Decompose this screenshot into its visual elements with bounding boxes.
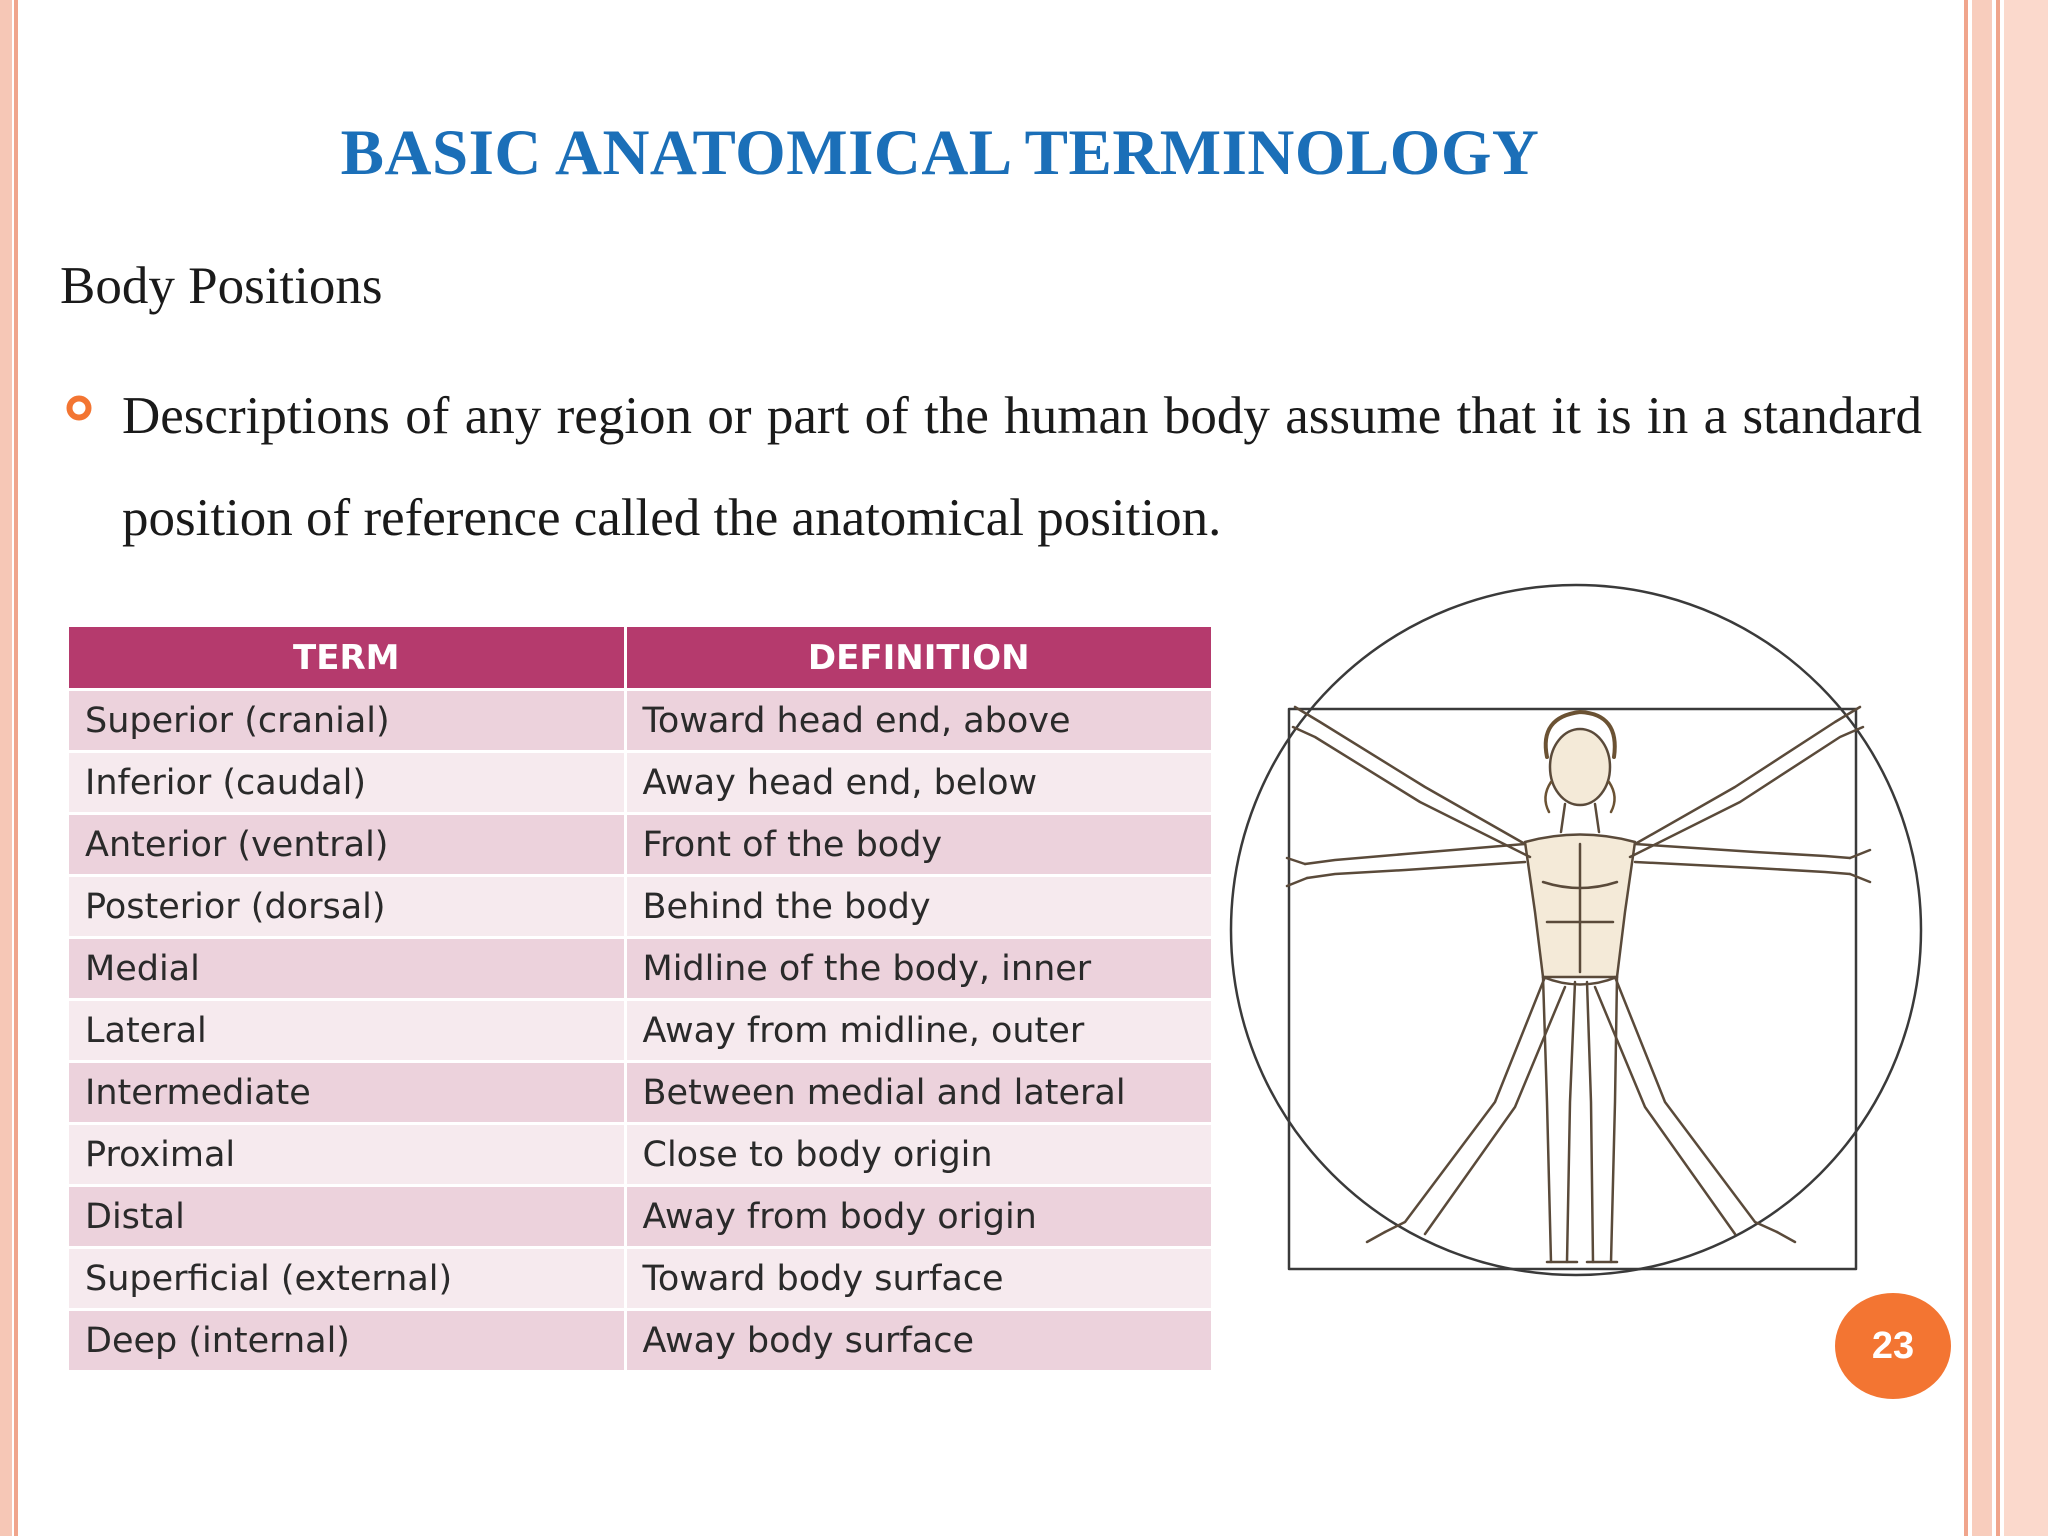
definition-cell: Front of the body — [625, 814, 1211, 876]
table-header-row — [69, 627, 1211, 690]
bullet-paragraph: Descriptions of any region or part of the human body assume that it is in a standard position of reference called the anatomical position. — [122, 387, 1922, 547]
terminology-table — [69, 627, 1211, 1370]
table-row — [69, 1000, 1211, 1062]
definition-cell: Away body surface — [625, 1310, 1211, 1371]
term-cell: Medial — [69, 938, 625, 1000]
term-column-header: TERM — [69, 627, 625, 690]
table-row — [69, 690, 1211, 752]
left-border-stripe — [0, 0, 12, 1536]
term-cell: Superior (cranial) — [69, 690, 625, 752]
table-row — [69, 814, 1211, 876]
right-border-line — [1964, 0, 1968, 1536]
definition-cell: Behind the body — [625, 876, 1211, 938]
right-border-line-2 — [1996, 0, 2000, 1536]
table-row — [69, 876, 1211, 938]
table-row — [69, 752, 1211, 814]
term-cell: Posterior (dorsal) — [69, 876, 625, 938]
term-cell: Lateral — [69, 1000, 625, 1062]
hollow-circle-bullet-icon — [66, 395, 92, 421]
table-row — [69, 1186, 1211, 1248]
term-cell: Superficial (external) — [69, 1248, 625, 1310]
term-cell: Intermediate — [69, 1062, 625, 1124]
section-subtitle: Body Positions — [60, 257, 383, 315]
definition-cell: Away head end, below — [625, 752, 1211, 814]
definition-cell: Away from midline, outer — [625, 1000, 1211, 1062]
vitruvian-man-illustration — [1225, 582, 1925, 1282]
definition-cell: Midline of the body, inner — [625, 938, 1211, 1000]
term-cell: Deep (internal) — [69, 1310, 625, 1371]
term-cell: Distal — [69, 1186, 625, 1248]
table-row — [69, 1310, 1211, 1371]
right-border-edge — [2004, 0, 2048, 1536]
term-cell: Anterior (ventral) — [69, 814, 625, 876]
term-cell: Proximal — [69, 1124, 625, 1186]
table-row — [69, 1124, 1211, 1186]
definition-cell: Between medial and lateral — [625, 1062, 1211, 1124]
definition-cell: Away from body origin — [625, 1186, 1211, 1248]
table-row — [69, 1062, 1211, 1124]
table-row — [69, 938, 1211, 1000]
page-number-badge: 23 — [1835, 1293, 1951, 1399]
slide-title: BASIC ANATOMICAL TERMINOLOGY — [340, 117, 1540, 189]
definition-cell: Toward head end, above — [625, 690, 1211, 752]
definition-column-header: DEFINITION — [625, 627, 1211, 690]
term-cell: Inferior (caudal) — [69, 752, 625, 814]
right-border-stripe — [1972, 0, 1992, 1536]
table-row — [69, 1248, 1211, 1310]
definition-cell: Toward body surface — [625, 1248, 1211, 1310]
definition-cell: Close to body origin — [625, 1124, 1211, 1186]
left-border-line — [14, 0, 18, 1536]
